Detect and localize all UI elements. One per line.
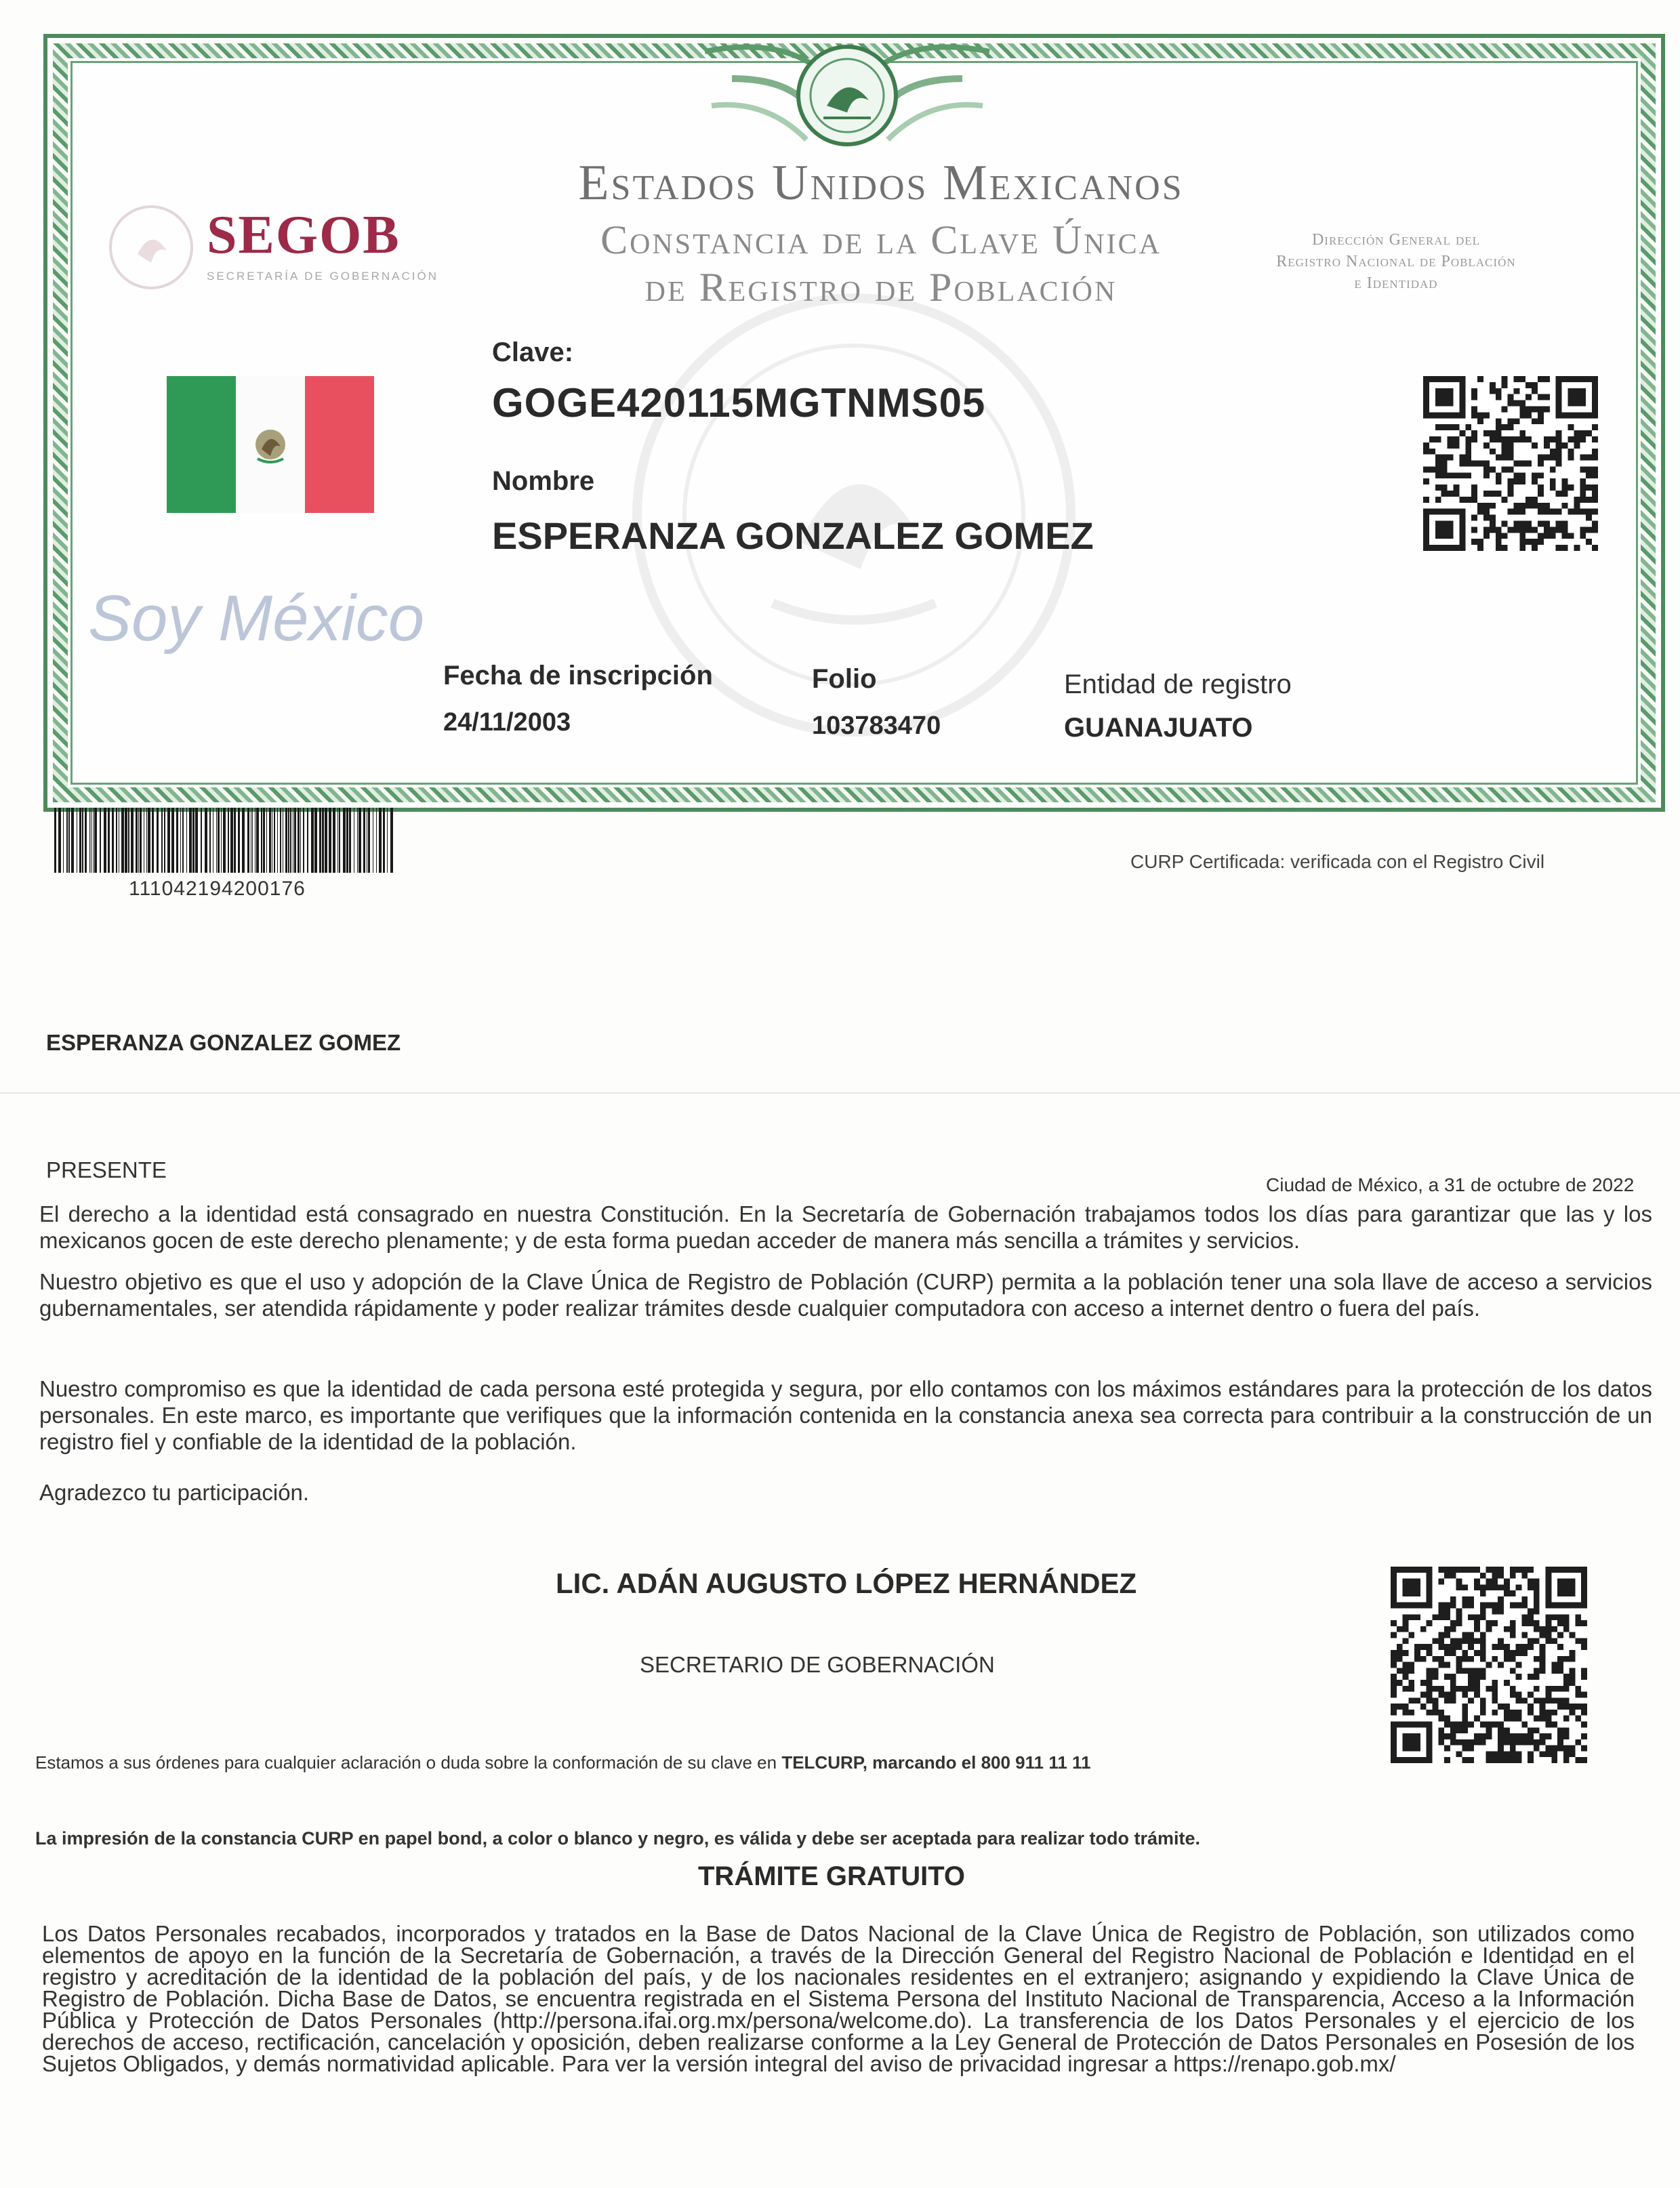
segob-emblem-icon [107, 203, 195, 291]
fecha-inscripcion-value: 24/11/2003 [443, 708, 571, 737]
page-fold-divider [0, 1092, 1680, 1094]
privacy-notice: Los Datos Personales recabados, incorporados y tratados en la Base de Datos Nacional de la Clave Única de Registro de Población, son utilizados como elementos de apoyo en la función de la Secretaría de Gobernación, a través de la Dirección General del Registro Nacional de Población e Identidad en el registro y acreditación de la identidad de la población del país, y de los nacionales residentes en el extranjero; asignando y expidiendo la Clave Única de Registro de Población. Dicha Base de Datos, se encuentra registrada en el Sistema Persona del Instituto Nacional de Transparencia, Acceso a la Información Pública y Protección de Datos Personales (http://persona.ifai.org.mx/persona/welcome.do). La transferencia de los Datos Personales y el ejercicio de los derechos de acceso, rectificación, cancelación y oposición, deben realizarse conforme a la Ley General de Protección de Datos Personales en Posesión de los Sujetos Obligados, y demás normatividad aplicable. Para ver la versión integral del aviso de privacidad ingresar a https://renapo.gob.mx/ [42, 1921, 1635, 2076]
segob-subtitle: SECRETARÍA DE GOBERNACIÓN [207, 270, 439, 283]
clave-value: GOGE420115MGTNMS05 [492, 380, 986, 426]
clave-label: Clave: [492, 337, 574, 367]
letter-date: Ciudad de México, a 31 de octubre de 2022 [1266, 1174, 1635, 1195]
folio-label: Folio [812, 664, 877, 694]
entidad-label: Entidad de registro [1064, 669, 1292, 699]
qr-code-icon [1422, 376, 1599, 551]
letter-paragraph-3: Nuestro compromiso es que la identidad de cada persona esté protegida y segura, por ello contamos con los máximos estándares para la protección de los datos personales. En este marco, es importante que verifiques que la información contenida en la constancia anexa sea correcta para contribuir a la construcción de un registro fiel y confiable de la identidad de la población. [39, 1376, 1652, 1454]
barcode-number: 111042194200176 [129, 878, 306, 900]
document-subtitle-line1: Constancia de la Clave Única [600, 218, 1162, 262]
entidad-value: GUANAJUATO [1064, 713, 1253, 743]
letter-paragraph-1: El derecho a la identidad está consagrado en nuestra Constitución. En la Secretaría de Gobernación trabajamos todos los días para garantizar que las y los mexicanos gocen de este derecho plenamente; y de esta forma puedan acceder de manera más sencilla a trámites y servicios. [39, 1201, 1652, 1253]
telcurp-phone: TELCURP, marcando el 800 911 11 11 [781, 1752, 1091, 1773]
fecha-inscripcion-label: Fecha de inscripción [443, 661, 713, 690]
signer-title: SECRETARIO DE GOBERNACIÓN [640, 1652, 995, 1677]
barcode-icon [54, 808, 393, 873]
mexican-flag-icon [167, 376, 374, 513]
issuing-office: Dirección General del Registro Nacional de Población e Identidad [1276, 231, 1516, 292]
soy-mexico-watermark: Soy México [88, 582, 425, 655]
national-crest-icon [691, 38, 1003, 153]
telcurp-notice: Estamos a sus órdenes para cualquier aclaración o duda sobre la conformación de su clave en TELCURP, marcando el 800 911 11 11 [35, 1752, 1091, 1773]
document-subtitle-line2: de Registro de Población [644, 265, 1118, 310]
bond-paper-notice: La impresión de la constancia CURP en papel bond, a color o blanco y negro, es válida y debe ser aceptada para realizar todo trámite. [35, 1828, 1201, 1849]
signer-name: LIC. ADÁN AUGUSTO LÓPEZ HERNÁNDEZ [556, 1567, 1137, 1599]
addressee-name: ESPERANZA GONZALEZ GOMEZ [46, 1030, 401, 1055]
letter-paragraph-4: Agradezco tu participación. [39, 1480, 310, 1505]
folio-value: 103783470 [812, 711, 941, 740]
qr-code-icon [1391, 1567, 1587, 1763]
letter-paragraph-2: Nuestro objetivo es que el uso y adopción de la Clave Única de Registro de Población (CURP) permita a la población tener una sola llave de acceso a servicios gubernamentales, ser atendida rápidamente y poder realizar trámites desde cualquier computadora con acceso a internet dentro o fuera del país. [39, 1269, 1652, 1321]
nombre-label: Nombre [492, 466, 595, 496]
nombre-value: ESPERANZA GONZALEZ GOMEZ [492, 514, 1094, 557]
curp-certificada-note: CURP Certificada: verificada con el Registro Civil [1130, 851, 1545, 872]
presente-label: PRESENTE [46, 1157, 167, 1182]
tramite-gratuito-heading: TRÁMITE GRATUITO [698, 1861, 966, 1891]
document-title: Estados Unidos Mexicanos [578, 155, 1184, 211]
segob-logo-text: SEGOB [207, 205, 401, 265]
